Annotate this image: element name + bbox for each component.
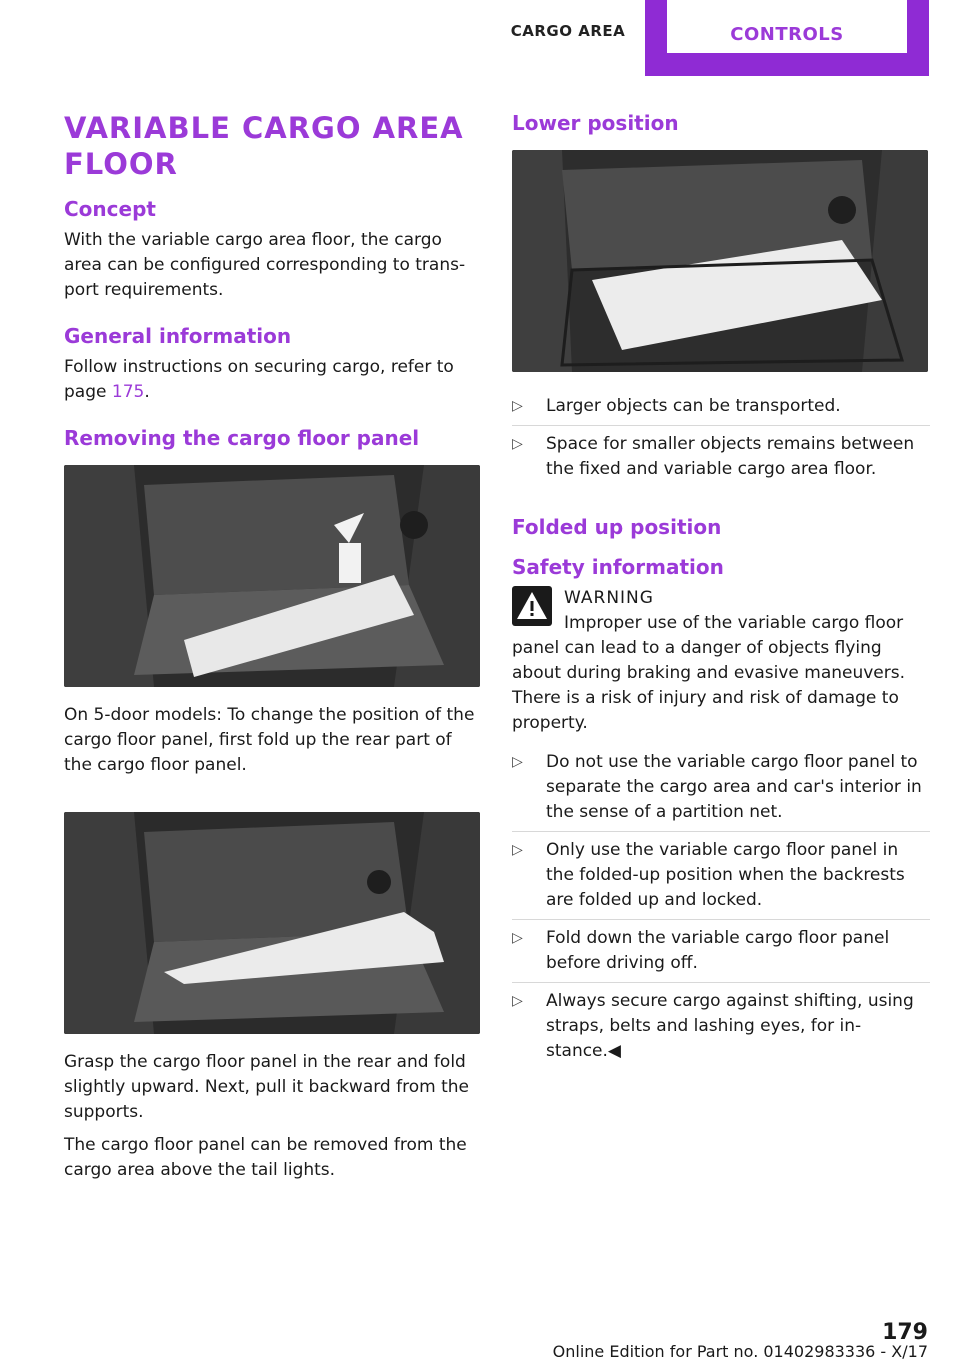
general-text-suffix: . (144, 382, 150, 402)
photo-pull-panel (64, 812, 480, 1034)
page-number: 179 (882, 1320, 928, 1345)
bullet-triangle-icon: ▷ (512, 436, 523, 452)
removing-heading: Removing the cargo floor panel (64, 426, 420, 450)
list-item: ▷ Only use the variable cargo floor panel in the folded-up position when the backrests are folded up and locked. (512, 832, 930, 920)
folded-position-heading: Folded up position (512, 515, 722, 539)
list-item: ▷ Larger objects can be transported. (512, 388, 930, 426)
bullet-triangle-icon: ▷ (512, 398, 523, 414)
safety-list (512, 744, 930, 1070)
concept-text: With the variable cargo area floor, the cargo area can be configured corresponding to trans-port requirements. (64, 230, 466, 300)
list-item: ▷ Space for smaller objects remains between the fixed and variable cargo area floor. (512, 434, 915, 479)
bullet-triangle-icon: ▷ (512, 930, 523, 946)
general-heading: General information (64, 324, 292, 348)
left-column (64, 110, 482, 1191)
section-label: CARGO AREA (510, 22, 626, 40)
warning-block (512, 586, 930, 611)
page-reference-link[interactable]: 175 (111, 382, 145, 402)
warning-triangle-icon (512, 586, 552, 626)
photo-lower-position (512, 150, 928, 372)
page-footer (0, 1318, 960, 1361)
page-title: VARIABLE CARGO AREA FLOOR (64, 111, 464, 181)
warning-text: Improper use of the variable cargo floor panel can lead to a danger of objects flying about during braking and evasive maneuvers. There is a risk of injury and risk of damage to property. (512, 613, 906, 733)
lower-position-list (512, 388, 930, 488)
right-column (512, 110, 930, 1070)
caption-pull-backward: Grasp the cargo floor panel in the rear and fold slightly upward. Next, pull it backward from the supports. (64, 1052, 469, 1122)
edition-note: Online Edition for Part no. 01402983336 - X/17 (552, 1342, 928, 1361)
bullet-triangle-icon: ▷ (512, 842, 523, 858)
warning-label: WARNING (564, 588, 654, 608)
bullet-triangle-icon: ▷ (512, 754, 523, 770)
general-text (64, 355, 482, 405)
chapter-label: CONTROLS (667, 0, 907, 53)
concept-heading: Concept (64, 197, 156, 221)
caption-fold-up: On 5-door models: To change the position of the cargo floor panel, first fold up the rear part of the cargo floor panel. (64, 705, 475, 775)
chapter-tab (645, 0, 929, 76)
list-item: ▷ Always secure cargo against shifting, using straps, belts and lashing eyes, for in-stance.◀ (512, 991, 914, 1061)
list-item: ▷ Fold down the variable cargo floor panel before driving off. (512, 920, 930, 983)
caption-remove: The cargo floor panel can be removed from the cargo area above the tail lights. (64, 1135, 467, 1180)
photo-fold-up-panel (64, 465, 480, 687)
lower-position-heading: Lower position (512, 111, 679, 135)
safety-heading: Safety information (512, 555, 724, 579)
list-item: ▷ Do not use the variable cargo floor panel to separate the cargo area and car's interior in the sense of a partition net. (512, 744, 930, 832)
bullet-triangle-icon: ▷ (512, 993, 523, 1009)
general-text-prefix: Follow instructions on securing cargo, refer to page (64, 357, 454, 402)
